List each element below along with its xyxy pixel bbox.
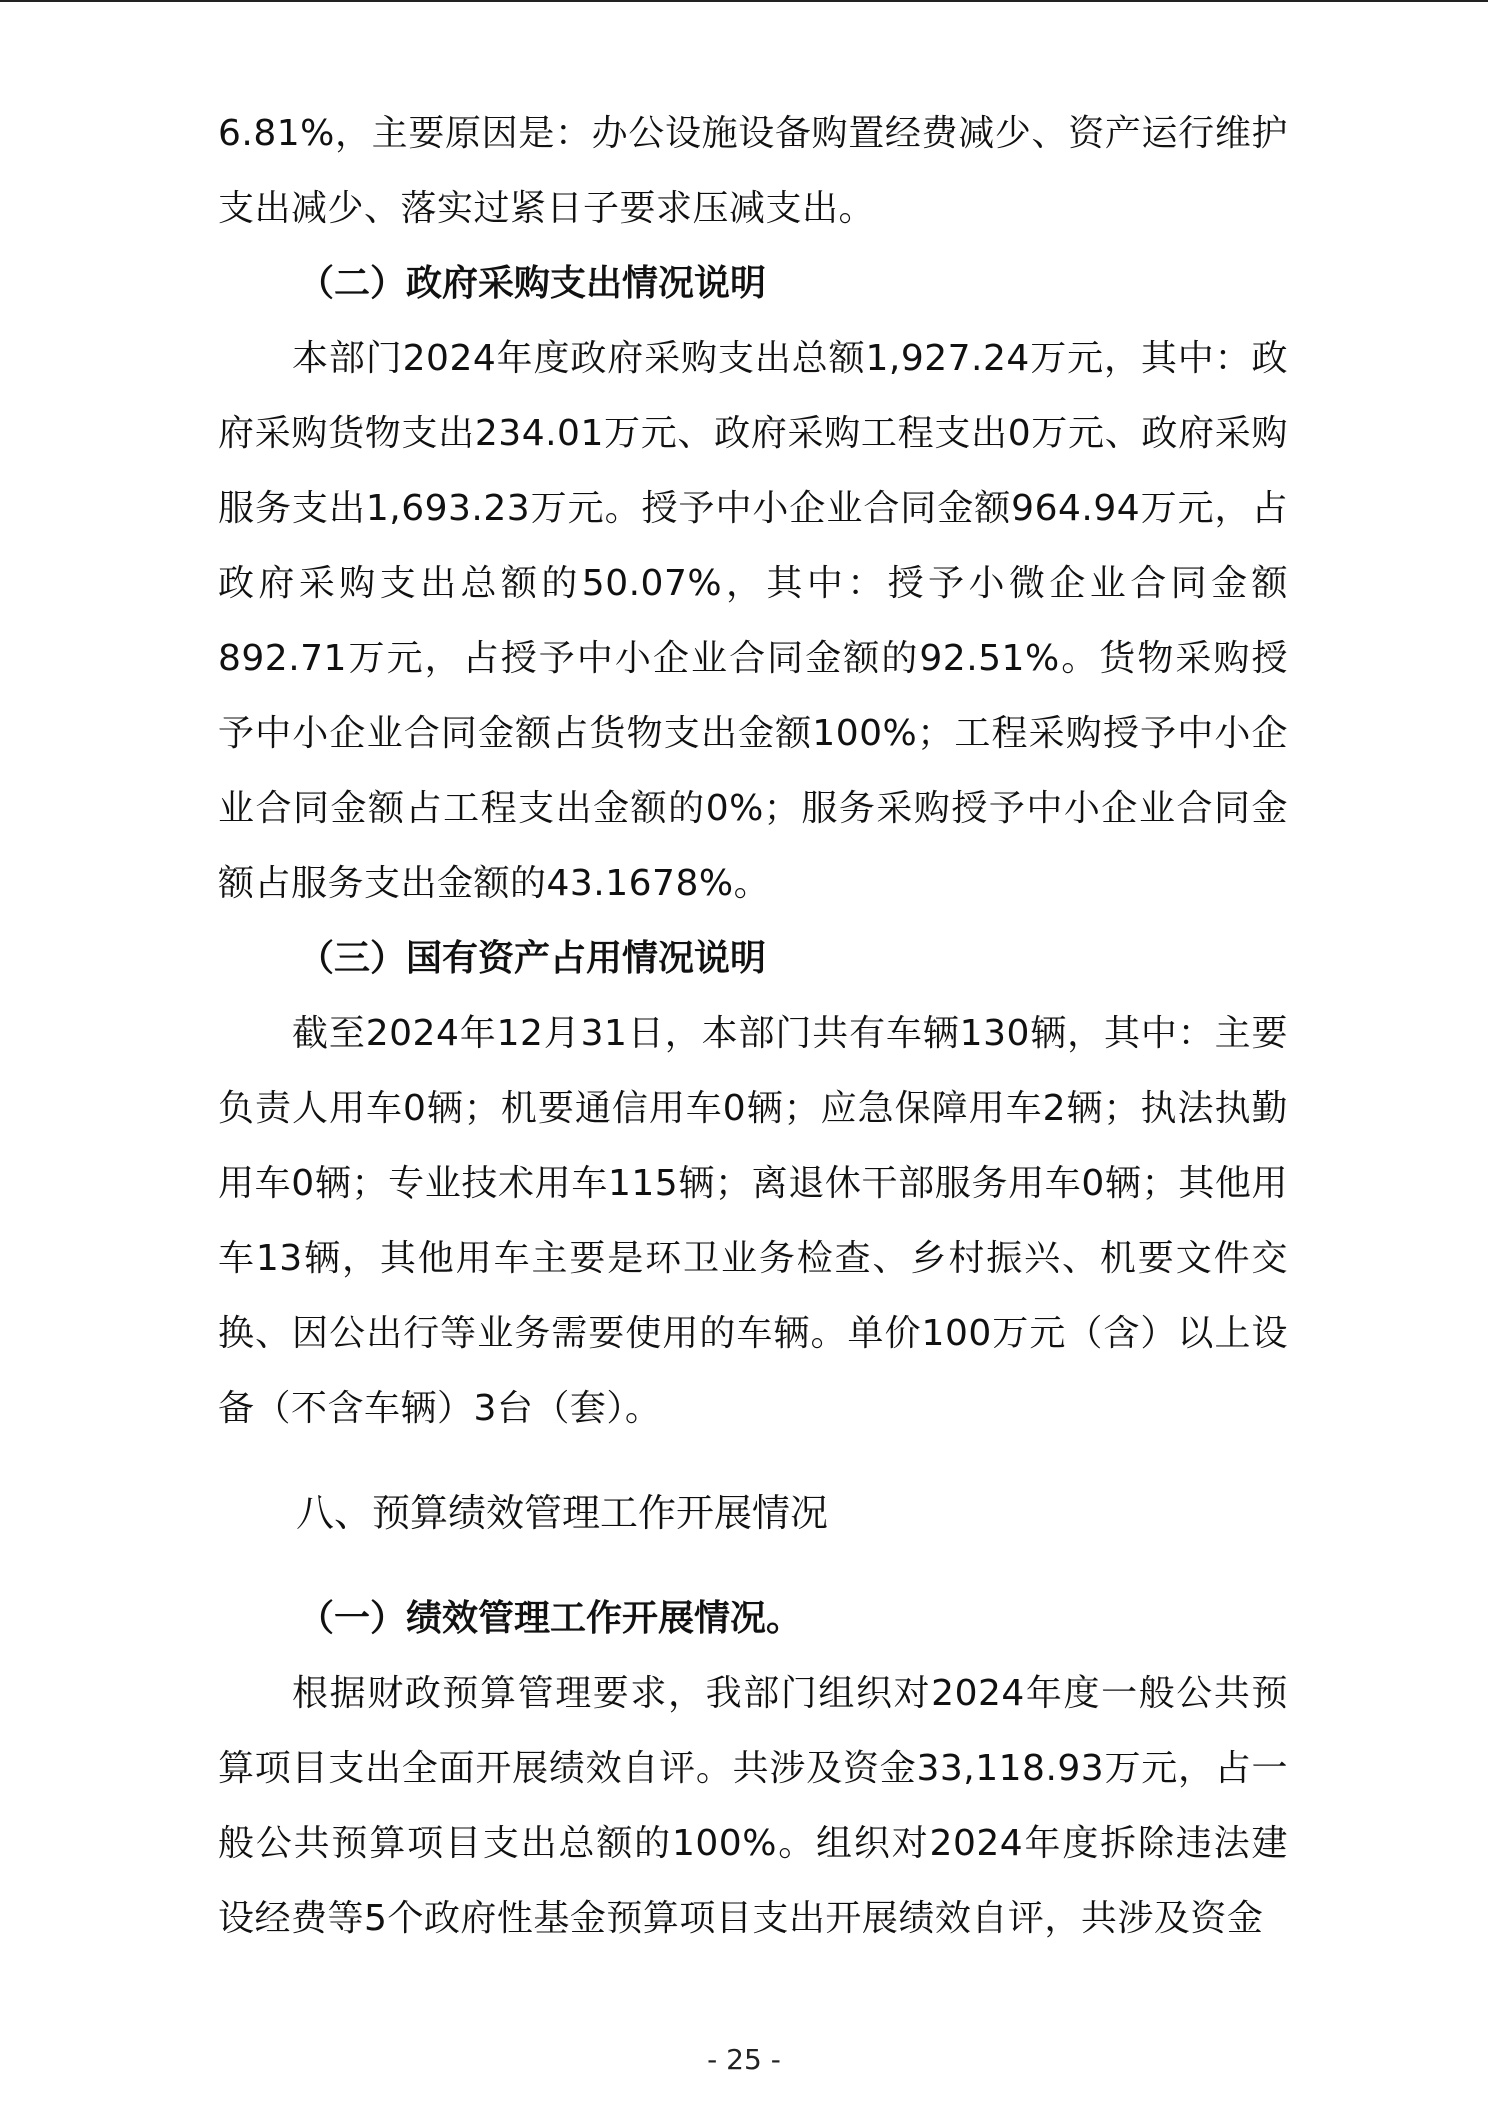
heading-state-assets: （三）国有资产占用情况说明 — [298, 938, 767, 979]
page-number: - 25 - — [707, 2043, 781, 2076]
paragraph-procurement: 本部门2024年度政府采购支出总额1,927.24万元，其中：政府采购货物支出234.01万元、政府采购工程支出0万元、政府采购服务支出1,693.23万元。授予中小企业合同金额964.94万元，占政府采购支出总额的50.07%，其中：授予小微企业合同金额892.71万元，占授予中小企业合同金额的92.51%。货物采购授予中小企业合同金额占货物支出金额100%；工程采购授予中小企业合同金额占工程支出金额的0%；服务采购授予中小企业合同金额占服务支出金额的43.1678%。 — [218, 338, 1288, 904]
paragraph-expense-reason: 6.81%，主要原因是：办公设施设备购置经费减少、资产运行维护支出减少、落实过紧日子要求压减支出。 — [218, 113, 1288, 229]
heading-procurement: （二）政府采购支出情况说明 — [298, 263, 767, 304]
paragraph-state-assets: 截至2024年12月31日，本部门共有车辆130辆，其中：主要负责人用车0辆；机要通信用车0辆；应急保障用车2辆；执法执勤用车0辆；专业技术用车115辆；离退休干部服务用车0辆；其他用车13辆，其他用车主要是环卫业务检查、乡村振兴、机要文件交换、因公出行等业务需要使用的车辆。单价100万元（含）以上设备（不含车辆）3台（套）。 — [218, 1013, 1288, 1429]
heading-performance-management: （一）绩效管理工作开展情况。 — [298, 1598, 803, 1639]
paragraph-performance-management: 根据财政预算管理要求，我部门组织对2024年度一般公共预算项目支出全面开展绩效自评。共涉及资金33,118.93万元，占一般公共预算项目支出总额的100%。组织对2024年度拆除违法建设经费等5个政府性基金预算项目支出开展绩效自评，共涉及资金 — [218, 1673, 1288, 1939]
top-border-line — [0, 0, 1488, 2]
section-heading-performance: 八、预算绩效管理工作开展情况 — [296, 1491, 829, 1535]
document-body — [218, 96, 1288, 1956]
